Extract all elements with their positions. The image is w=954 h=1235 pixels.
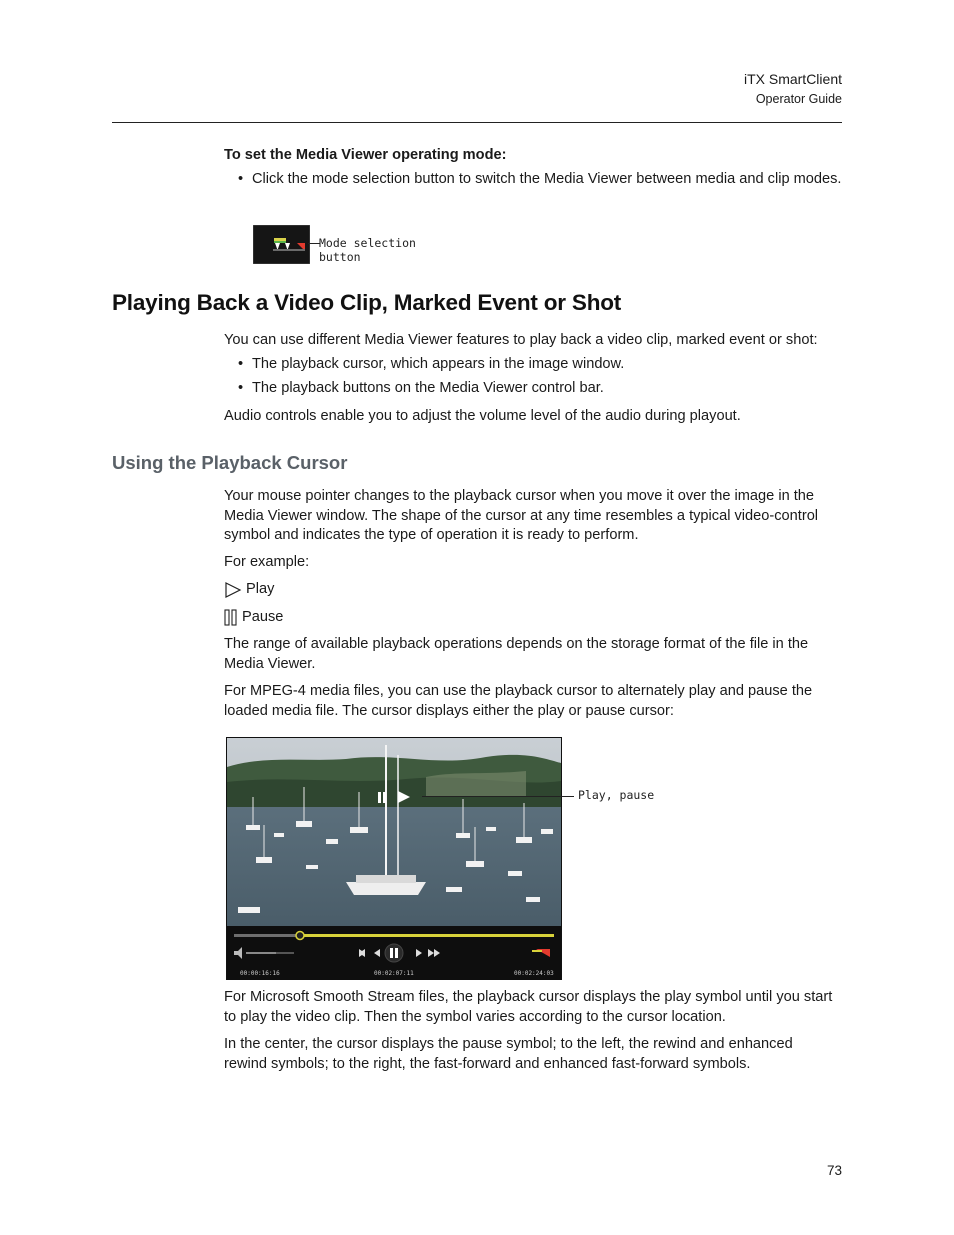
header-product: iTX SmartClient — [743, 71, 842, 87]
section-title: Playing Back a Video Clip, Marked Event or Shot — [112, 290, 622, 315]
pause-cursor-icon — [224, 609, 238, 626]
play-pause-callout: Play, pause — [578, 788, 655, 802]
play-example: Play — [224, 580, 844, 600]
header-rule — [112, 122, 842, 123]
section1-bullet-list — [224, 355, 844, 398]
list-item: • Click the mode selection button to switch the Media Viewer between media and clip modes. — [238, 171, 842, 187]
section2-paragraph-5: For Microsoft Smooth Stream files, the playback cursor displays the play symbol until you start to play the video clip. Then the symbol varies according to the cursor location. — [224, 989, 833, 1025]
section2-paragraph-2: For example: — [224, 554, 310, 570]
section2-paragraph-1: Your mouse pointer changes to the playback cursor when you move it over the image in the Media Viewer window. The shape of the cursor at any time resembles a typical video-control symbol and indicates the type of operation it is ready to perform. — [224, 488, 819, 544]
header-guide: Operator Guide — [755, 92, 842, 106]
media-viewer-screenshot — [226, 737, 562, 980]
procedure-bullet-list — [224, 170, 844, 190]
time-end: 00:02:24:03 — [514, 970, 554, 977]
section2-paragraph-6: In the center, the cursor displays the pause symbol; to the left, the rewind and enhanced rewind symbols; to the right, the fast-forward and enhanced fast-forward symbols. — [224, 1036, 793, 1072]
procedure-heading: To set the Media Viewer operating mode: — [224, 147, 507, 163]
section2-paragraph-4: For MPEG-4 media files, you can use the playback cursor to alternately play and pause the loaded media file. The cursor displays either the play or pause cursor: — [224, 683, 813, 719]
list-item: • The playback buttons on the Media Viewer control bar. — [238, 379, 604, 396]
list-item: • The playback cursor, which appears in the image window. — [238, 356, 625, 372]
time-start: 00:00:16:16 — [240, 970, 280, 977]
audio-note: Audio controls enable you to adjust the volume level of the audio during playout. — [224, 408, 741, 424]
pause-example: Pause — [224, 608, 844, 628]
time-mid: 00:02:07:11 — [374, 970, 414, 977]
media-viewer-image — [226, 737, 562, 980]
mode-selection-callout: Mode selection button — [319, 236, 416, 264]
mode-selection-icon — [253, 225, 310, 264]
page-number: 73 — [826, 1163, 842, 1178]
section1-intro: You can use different Media Viewer features to play back a video clip, marked event or shot: — [224, 332, 818, 348]
subsection-title: Using the Playback Cursor — [112, 452, 348, 473]
mode-selection-button-image — [253, 225, 310, 264]
callout-line — [422, 796, 574, 797]
play-cursor-icon — [224, 581, 242, 599]
section2-paragraph-3: The range of available playback operations depends on the storage format of the file in the Media Viewer. — [224, 636, 809, 672]
